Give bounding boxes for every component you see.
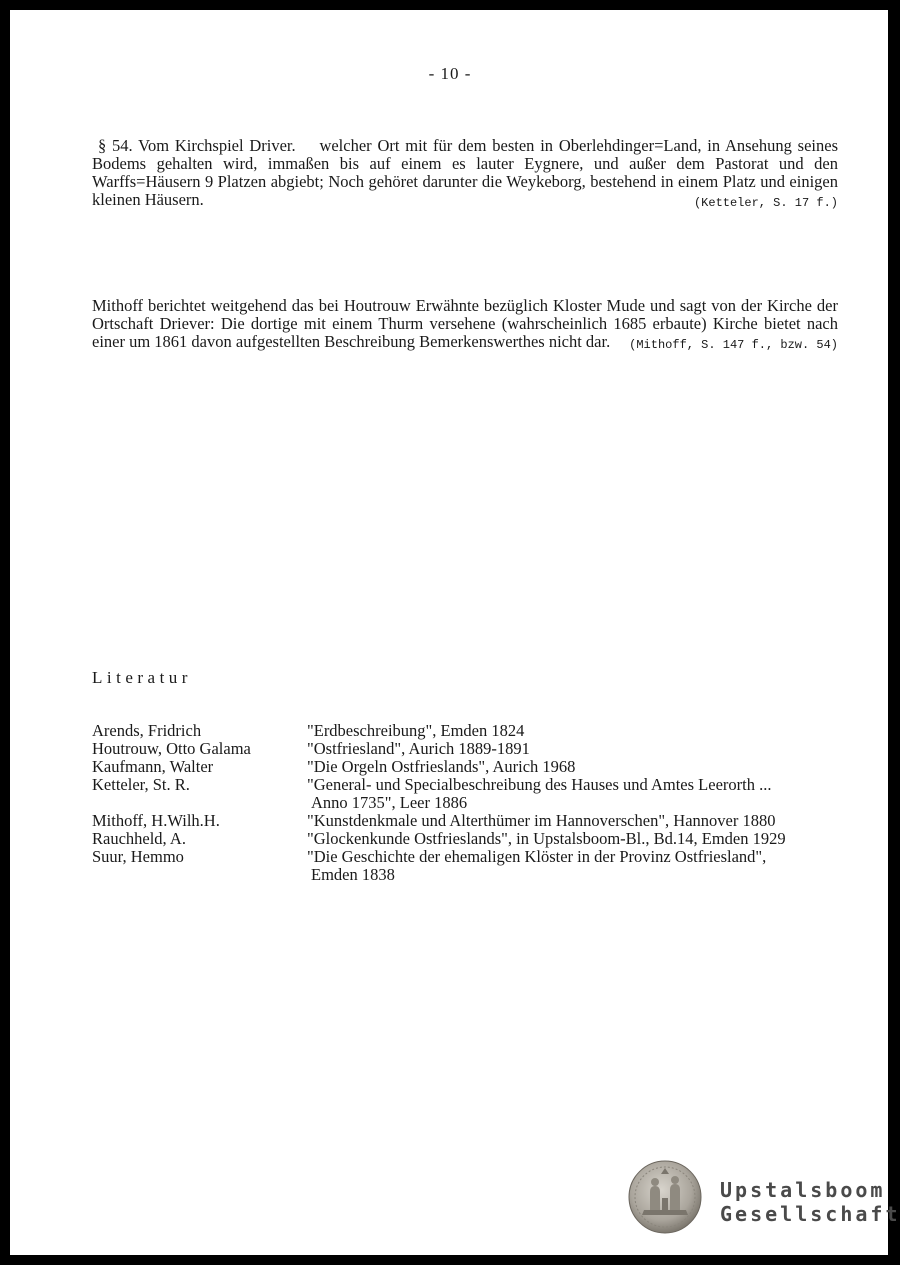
entry-author: Suur, Hemmo xyxy=(92,847,184,866)
paragraph-section-54 xyxy=(92,137,838,212)
literature-entry xyxy=(92,758,852,776)
entry-title: "Erdbeschreibung", Emden 1824 xyxy=(307,721,525,740)
logo-text xyxy=(720,1178,900,1226)
entry-author: Houtrouw, Otto Galama xyxy=(92,739,251,758)
literature-list xyxy=(92,722,852,884)
upstalsboom-logo xyxy=(628,1160,900,1240)
entry-title: "Die Geschichte der ehemaligen Klöster in der Provinz Ostfriesland", Emden 1838 xyxy=(307,848,852,884)
literature-entry xyxy=(92,812,852,830)
paragraph-text: Mithoff berichtet weitgehend das bei Houtrouw Erwähnte bezüglich Kloster Mude und sagt von der Kirche der Ortschaft Driever: Die dortige mit einem Thurm versehene (wahrscheinlich 1685 erbaute) Kirche bietet nach einer um 1861 davon aufgestellten Beschreibung Bemerkenswerthes nicht dar. xyxy=(92,296,838,351)
entry-author: Rauchheld, A. xyxy=(92,829,186,848)
seal-icon xyxy=(628,1160,702,1234)
entry-title: "Die Orgeln Ostfrieslands", Aurich 1968 xyxy=(307,757,576,776)
literature-entry xyxy=(92,740,852,758)
entry-author: Kaufmann, Walter xyxy=(92,757,214,776)
literature-heading: Literatur xyxy=(92,668,192,687)
entry-author: Arends, Fridrich xyxy=(92,721,202,740)
literature-entry xyxy=(92,722,852,740)
entry-title-continued: Anno 1735", Leer 1886 xyxy=(311,793,468,812)
entry-author: Ketteler, St. R. xyxy=(92,775,190,794)
citation-ketteler: (Ketteler, S. 17 f.) xyxy=(693,196,838,210)
literature-entry xyxy=(92,776,852,812)
logo-line-1: Upstalsboom xyxy=(720,1178,886,1202)
entry-title: "Ostfriesland", Aurich 1889-1891 xyxy=(307,739,530,758)
paragraph-mithoff xyxy=(92,297,838,354)
citation-mithoff: (Mithoff, S. 147 f., bzw. 54) xyxy=(629,338,838,352)
logo-line-2: Gesellschaft xyxy=(720,1202,900,1226)
page-number: - 10 - xyxy=(428,64,472,83)
entry-title: "Glockenkunde Ostfrieslands", in Upstalsboom-Bl., Bd.14, Emden 1929 xyxy=(307,829,786,848)
section-heading: § 54. Vom Kirchspiel Driver. xyxy=(98,136,296,155)
literature-entry xyxy=(92,848,852,884)
literature-entry xyxy=(92,830,852,848)
paragraph-text: welcher Ort mit für dem besten in Oberlehdinger=Land, in Ansehung seines Bodems gehalten wird, immaßen bis auf einem es lauter Eygnere, und außer dem Pastorat und den Warffs=Häusern 9 Platzen abgiebt; Noch gehöret darunter die Weykeborg, bestehend in einem Platz und einigen kleinen Häusern. xyxy=(92,136,838,209)
entry-title: "General- und Specialbeschreibung des Hauses und Amtes Leerorth ... Anno 1735", Leer 1886 xyxy=(307,776,852,812)
entry-author: Mithoff, H.Wilh.H. xyxy=(92,811,220,830)
entry-title: "Kunstdenkmale und Alterthümer im Hannoverschen", Hannover 1880 xyxy=(307,811,776,830)
entry-title-continued: Emden 1838 xyxy=(311,865,395,884)
